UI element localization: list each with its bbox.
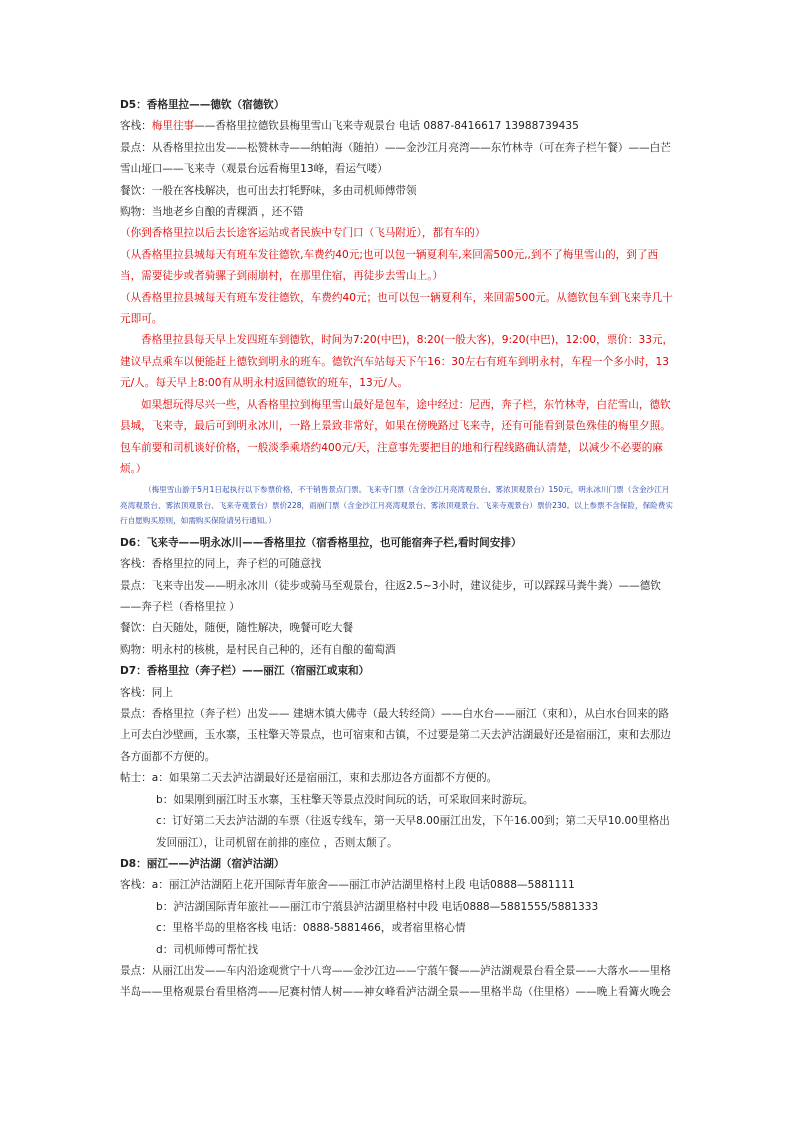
d7-tip-a: 帖士：a：如果第二天去泸沽湖最好还是宿丽江，束和去那边各方面都不方便的。 <box>120 772 498 785</box>
d7-title: D7：香格里拉（奔子栏）——丽江（宿丽江或束和） <box>120 665 370 678</box>
d5-shopping: 购物：当地老乡自酿的青稞酒 ，还不错 <box>120 206 304 219</box>
d8-inn-b: b：泸沽湖国际青年旅社——丽江市宁蒗县泸沽湖里格村中段 电话0888—5881555/5881333 <box>156 900 599 913</box>
d5-inn <box>120 116 674 137</box>
d5-note-4: 香格里拉县每天早上发四班车到德钦，时间为7:20(中巴)，8:20(一般大客)，9:20(中巴)，12:00，票价：33元，建议早点乘车以便能赶上德钦到明永的班车。德钦汽车站每天下午16：30左右有班车到明永村，车程一个多小时，13元/人。每天早上8:00有从明永村返回德钦的班车，13元/人。 <box>120 334 674 390</box>
d6-inn: 客栈：香格里拉的同上，奔子栏的可随意找 <box>120 558 322 571</box>
d5-inn-name: 梅里往事 <box>151 120 195 133</box>
d8-title: D8：丽江——泸沽湖（宿泸沽湖） <box>120 857 285 870</box>
d5-food: 餐饮：一般在客栈解决，也可出去打牦野味，多由司机师傅带领 <box>120 184 417 197</box>
d5-inn-detail: ——香格里拉德钦县梅里雪山飞来寺观景台 电话 0887-8416617 13988739435 <box>194 120 579 133</box>
d8-inn-c: c：里格半岛的里格客栈 电话：0888-5881466，或者宿里格心情 <box>156 922 466 935</box>
d6-shopping: 购物：明永村的核桃，是村民自己种的，还有自酿的葡萄酒 <box>120 643 396 656</box>
d5-ticket-note: （梅里雪山游于5月1日起执行以下参票价格，不干销售景点门票。飞来寺门票（含金沙江月亮湾观景台、雾浓顶观景台）150元，明永冰川门票（含金沙江月亮湾观景台、雾浓顶观景台、飞来寺观景台）票价228，雨崩门票（含金沙江月亮湾观景台、雾浓顶观景台、飞来寺观景台）票价230。以上参票不含保险，保险费实行自愿购买原则，如需购买保险请另行通知。） <box>120 485 673 526</box>
d8-sights: 景点：从丽江出发——车内沿途观赏宁十八弯——金沙江边——宁蒗午餐——泸沽湖观景台看全景——大落水——里格半岛——里格观景台看里格湾——尼赛村情人树——神女峰看泸沽湖全景——里格半岛（住里格）——晚上看篝火晚会 <box>120 964 671 999</box>
d7-tip-b: b：如果刚到丽江时玉水寨，玉柱擎天等景点没时间玩的话，可采取回来时游玩。 <box>156 793 534 806</box>
d8-inn-d: d：司机师傅可帮忙找 <box>156 943 259 956</box>
d5-sights: 景点：从香格里拉出发——松赞林寺——纳帕海（随拍）——金沙江月亮湾——东竹林寺（可在奔子栏午餐）——白芒雪山垭口——飞来寺（观景台远看梅里13峰，看运气喽） <box>120 141 671 176</box>
d5-note-2: （从香格里拉县城每天有班车发往德钦,车费约40元;也可以包一辆夏利车,来回需500元,,到不了梅里雪山的，到了西当，需要徒步或者骑骡子到雨崩村，在那里住宿，再徒步去雪山上。） <box>120 248 659 283</box>
d5-note-3: （从香格里拉县城每天有班车发往德钦，车费约40元；也可以包一辆夏利车，来回需500元。从德钦包车到飞来寺几十元即可。 <box>120 291 673 326</box>
d7-tip-c: c：订好第二天去泸沽湖的车票（往返专线车，第一天早8.00丽江出发，下午16.00到；第二天早10.00里格出发回丽江），让司机留在前排的座位 ，否则太颠了。 <box>156 815 670 849</box>
d7-sights: 景点：香格里拉（奔子栏）出发—— 建塘木镇大佛寺（最大转经筒）——白水台——丽江（束和），从白水台回来的路上可去白沙壁画，玉水寨，玉柱擎天等景点，也可宿束和古镇，不过要是第二天去泸沽湖最好还是宿丽江，束和去那边各方面都不方便的。 <box>120 708 671 763</box>
d5-note-5: 如果想玩得尽兴一些，从香格里拉到梅里雪山最好是包车，途中经过：尼西，奔子栏，东竹林寺，白茫雪山，德钦县城，飞来寺，最后可到明永冰川，一路上景致非常好，如果在傍晚路过飞来寺，还有可能看到景色殊佳的梅里夕照。包车前要和司机谈好价格，一般淡季乘塔约400元/天，注意事先要把目的地和行程线路确认清楚，以减少不必要的麻烦。） <box>120 398 671 475</box>
d5-note-1: （你到香格里拉以后去长途客运站或者民族中专门口（飞马附近），都有车的） <box>120 227 486 240</box>
d6-food: 餐饮：白天随处，随便，随性解决，晚餐可吃大餐 <box>120 622 354 635</box>
d8-inn-a: 客栈：a：丽江泸沽湖陌上花开国际青年旅舍——丽江市泸沽湖里格村上段 电话0888—5881111 <box>120 879 575 892</box>
d6-sights: 景点：飞来寺出发——明永冰川（徒步或骑马至观景台，往返2.5~3小时，建议徒步，可以踩踩马粪牛粪）——德钦——奔子栏（香格里拉 ） <box>120 579 661 614</box>
d7-inn: 客栈：同上 <box>120 686 173 699</box>
d5-inn-label: 客栈： <box>120 120 152 133</box>
d5-title: D5：香格里拉——德钦（宿德钦） <box>120 99 285 111</box>
d6-title: D6：飞来寺——明永冰川——香格里拉（宿香格里拉，也可能宿奔子栏,看时间安排） <box>120 536 522 549</box>
document-page <box>120 95 674 1004</box>
